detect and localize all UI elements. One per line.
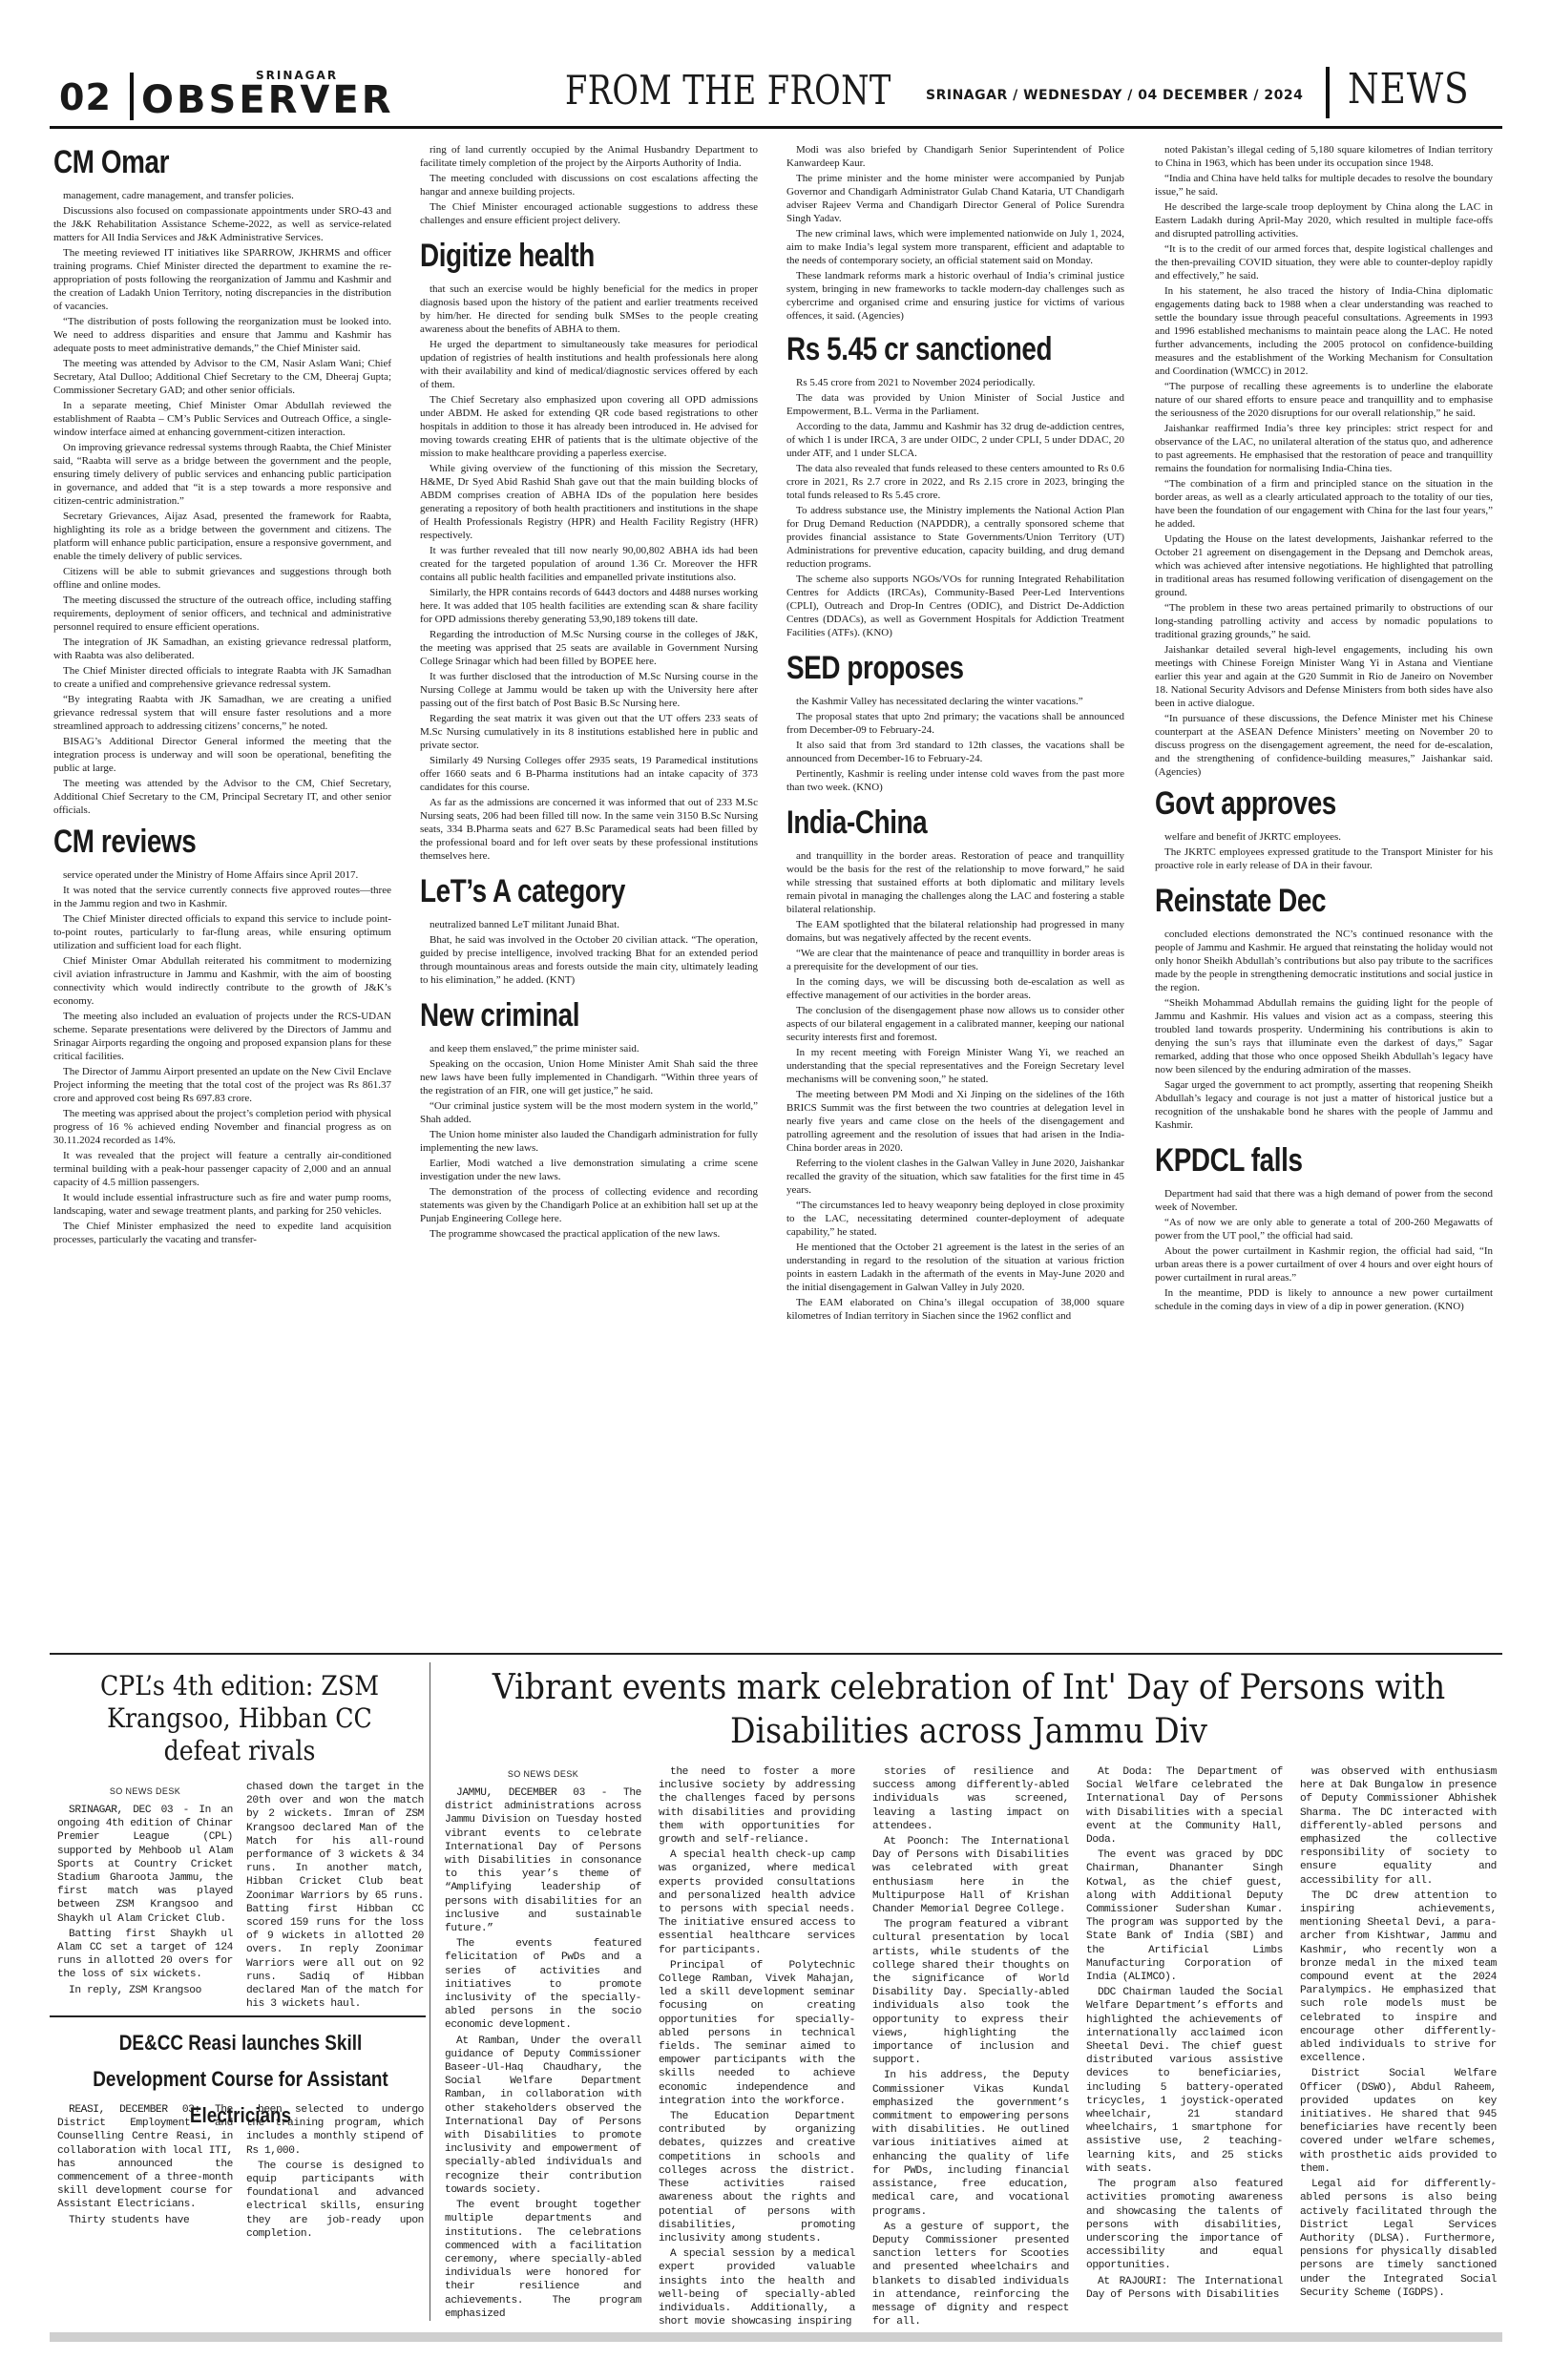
cpl-column-2 xyxy=(246,1781,424,2013)
headline-reinstate-dec[interactable]: Reinstate Dec xyxy=(1155,883,1327,919)
headline-cpl[interactable]: CPL’s 4th edition: ZSM Krangsoo, Hibban CC defeat rivals xyxy=(99,1670,380,1766)
paragraph: The proposal states that upto 2nd primary; the vacations shall be announced from December-09 to February-24. xyxy=(786,711,1124,736)
byline: SO NEWS DESK xyxy=(109,1786,181,1796)
paragraph: Similarly, the HPR contains records of 6443 doctors and 4488 nurses working here. It was added that 105 health facilities are extending scan & share facility for OPD admissions thereby generating 53,90,189 tokens till date. xyxy=(420,587,758,625)
paragraph: stories of resilience and success among differently-abled individuals was screened, leaving a lasting impact on attendees. xyxy=(872,1766,1069,1832)
paragraph: Department had said that there was a high demand of power from the second week of November. xyxy=(1155,1188,1493,1213)
paragraph: It would include essential infrastructure such as fire and water pump rooms, landscaping, water and sewage treatment plants, and parking for 250 vehicles. xyxy=(53,1192,391,1217)
footer-bar xyxy=(50,2332,1502,2342)
paragraph: “The problem in these two areas pertained primarily to obstructions of our long-standing patrolling activity and access by nomadic populations to traditional grazing grounds,” he said. xyxy=(1155,602,1493,640)
headline-sed-proposes[interactable]: SED proposes xyxy=(786,650,964,686)
paragraph: that such an exercise would be highly beneficial for the medics in proper diagnosis based upon the history of the patient and earlier treatments received by him/her. He directed for sending bulk SMSes to the people creating awareness about the benefits of ABHA to them. xyxy=(420,283,758,335)
story-cm-omar-cont xyxy=(420,143,758,227)
paragraph: The meeting between PM Modi and Xi Jinping on the sidelines of the 16th BRICS Summit was the first between the two countries at delegation level in nearly five years and came close on the heels of the disengagement and patrolling agreement and the resolution of issues that had arisen in the India-China border areas in 2020. xyxy=(786,1089,1124,1154)
story-rs-sanctioned xyxy=(786,376,1124,639)
paragraph: The Chief Secretary also emphasized upon covering all OPD admissions under ABDM. He asked for extending QR code based registrations to other hospitals in addition to those it has already been introduced in. He advised for moving towards creating EHR of patients that is the ultimate objective of the mission to make healthcare providing a paperless exercise. xyxy=(420,394,758,459)
paragraph: The demonstration of the process of collecting evidence and recording statements was given by the Chandigarh Police at an exhibition hall set up at the Punjab Engineering College here. xyxy=(420,1186,758,1224)
vibrant-column-1 xyxy=(445,1765,641,2323)
paragraph: It also said that from 3rd standard to 12th classes, the vacations shall be announced from December-16 to February-24. xyxy=(786,740,1124,764)
paragraph: He urged the department to simultaneously take measures for periodical updation of registries of health institutions and health professionals here along with their availability and kind of medical/diagnostic services offered by each of them. xyxy=(420,339,758,390)
paragraph: “The purpose of recalling these agreements is to underline the elaborate nature of our shared efforts to ensure peace and tranquillity and to emphasise the seriousness of the 2020 disruptions for our overall relationship,” he said. xyxy=(1155,381,1493,419)
paragraph: “In pursuance of these discussions, the Defence Minister met his Chinese counterpart at the ASEAN Defence Ministers’ meeting on November 20 to discuss progress on the disengagement agreement, the need for de-escalation, and the strengthening of confidence-building measures,” Jaishankar said. (Agencies) xyxy=(1155,713,1493,778)
paragraph: The data was provided by Union Minister of Social Justice and Empowerment, B.L. Verma in the Parliament. xyxy=(786,392,1124,417)
paragraph: The program featured a vibrant cultural presentation by local artists, while students of the college shared their thoughts on the significance of World Disability Day. Specially-abled individuals also took the opportunity to express their views, highlighting the importance of inclusion and support. xyxy=(872,1919,1069,2067)
column-3 xyxy=(786,143,1124,1325)
paragraph: was observed with enthusiasm here at Dak Bungalow in presence of Deputy Commissioner Abhishek Sharma. The DC interacted with differently-abled persons and emphasized the collective responsibility of society to ensure equality and accessibility for all. xyxy=(1300,1766,1497,1887)
paragraph: The meeting concluded with discussions on cost escalations affecting the hangar and annexe building projects. xyxy=(420,173,758,198)
headline-cm-omar[interactable]: CM Omar xyxy=(53,144,170,180)
paragraph: welfare and benefit of JKRTC employees. xyxy=(1164,831,1342,843)
paragraph: Batting first Shaykh ul Alam CC set a target of 124 runs in allotted 20 overs for the loss of six wickets. xyxy=(57,1928,233,1981)
paragraph: The meeting discussed the structure of the outreach office, including staffing requirements, deployment of senior officers, and technical and administrative personnel required to ensure efficient operations. xyxy=(53,595,391,633)
paragraph: the Kashmir Valley has necessitated declaring the winter vacations.” xyxy=(796,696,1083,707)
paragraph: The prime minister and the home minister were accompanied by Punjab Governor and Chandigarh Administrator Gulab Chand Kataria, UT Chandigarh adviser Rajeev Verma and Chandigarh Director General of Police Surendra Singh Yadav. xyxy=(786,173,1124,224)
paragraph: The DC drew attention to inspiring achievements, mentioning Sheetal Devi, a para-archer from Kishtwar, Jammu and Kashmir, who recently won a bronze medal in the mixed team compound event at the 2024 Paralympics. He emphasized that such role models must be celebrated to inspire and encourage other differently-abled individuals to strive for excellence. xyxy=(1300,1889,1497,2065)
paragraph: While giving overview of the functioning of this mission the Secretary, H&ME, Dr Syed Abid Rashid Shah gave out that the main building blocks of ABDM comprises creation of ABHA IDs of the population here besides generating a repository of both health practitioners and institutions in the shape of Health Professionals Registry (HPR) and Health Facility Registry (HFR) respectively. xyxy=(420,463,758,541)
vibrant-column-2 xyxy=(659,1765,855,2330)
headline-cm-reviews[interactable]: CM reviews xyxy=(53,824,197,860)
paragraph: The Chief Minister directed officials to integrate Raabta with JK Samadhan to create a unified and comprehensive grievance redressal system. xyxy=(53,665,391,690)
paragraph: A special session by a medical expert provided valuable insights into the health and well-being of specially-abled individuals. Additionally, a short movie showcasing inspiring xyxy=(659,2248,855,2328)
paragraph: “It is to the credit of our armed forces that, despite logistical challenges and the then-prevailing COVID situation, they were able to counter-deploy rapidly and effectively,” he said. xyxy=(1155,243,1493,282)
story-cpl xyxy=(57,1804,233,1997)
paragraph: The meeting was attended by Advisor to the CM, Nasir Aslam Wani; Chief Secretary, Atal Dulloo; Additional Chief Secretary to the CM, Dheeraj Gupta; Commissioner Secretary GAD; and other senior officials. xyxy=(53,358,391,396)
paragraph: At Doda: The Department of Social Welfare celebrated the International Day of Persons with Disabilities with a special event at the Community Hall, Doda. xyxy=(1086,1766,1283,1847)
paragraph: In the meantime, PDD is likely to announce a new power curtailment schedule in the coming days in view of a dip in power generation. (KNO) xyxy=(1155,1287,1493,1312)
headline-govt-approves[interactable]: Govt approves xyxy=(1155,785,1336,822)
vibrant-column-5 xyxy=(1300,1765,1497,2302)
paragraph: Regarding the introduction of M.Sc Nursing course in the colleges of J&K, the meeting was apprised that 25 seats are available in Government Nursing College Srinagar which had been filled by BOPEE here. xyxy=(420,629,758,667)
cpl-column-1 xyxy=(57,1783,233,1999)
column-1 xyxy=(53,143,391,1248)
paragraph: chased down the target in the 20th over and won the match by 2 wickets. Imran of ZSM Krangsoo declared Man of the Match for his all-round performance of 3 wickets & 34 runs. In another match, Hibban Cricket Club beat Zoonimar Warriors by 65 runs. Batting first Hibban CC scored 159 runs for the loss of 9 wickets in allotted 20 overs. In reply Zoonimar Warriors were all out on 92 runs. Sadiq of Hibban declared Man of the match for his 3 wickets haul. xyxy=(246,1782,424,2011)
paragraph: the need to foster a more inclusive society by addressing the challenges faced by persons with disabilities and providing them with opportunities for growth and self-reliance. xyxy=(659,1766,855,1847)
logo-city: SRINAGAR xyxy=(256,69,339,82)
paragraph: To address substance use, the Ministry implements the National Action Plan for Drug Demand Reduction (NAPDDR), a centrally sponsored scheme that provides financial assistance to State Governments/Union Territory (UT) Administrations for preventive education, capacity building, and drug demand reduction programs. xyxy=(786,505,1124,570)
headline-india-china[interactable]: India-China xyxy=(786,804,928,841)
paragraph: management, cadre management, and transfer policies. xyxy=(63,190,294,201)
paragraph: “The distribution of posts following the reorganization must be looked into. We need to address disparities and ensure that Jammu and Kashmir has adequate posts to meet administrative demands,” the Chief Minister said. xyxy=(53,316,391,354)
paragraph: and tranquillity in the border areas. Restoration of peace and tranquillity would be the basis for the rest of the relationship to move forward,” he said while stressing that sustained efforts at both diplomatic and military levels remain pivotal in managing the challenges along the LAC and fostering a stable bilateral relationship. xyxy=(786,850,1124,915)
paragraph: Sagar urged the government to act promptly, asserting that reopening Sheikh Abdullah’s legacy and courage is not just a matter of historical justice but a recognition of the unshakable bond he shares with the people of Jammu and Kashmir. xyxy=(1155,1079,1493,1131)
headline-digitize-health[interactable]: Digitize health xyxy=(420,238,595,274)
masthead-rule xyxy=(50,126,1502,129)
paragraph: The meeting was attended by the Advisor to the CM, Chief Secretary, Additional Chief Secretary to the CM, Principal Secretary IT, and other senior officials. xyxy=(53,778,391,816)
paragraph: The event brought together multiple departments and institutions. The celebrations commenced with a facilitation ceremony, where specially-abled individuals were honored for their resilience and achievements. The program emphasized xyxy=(445,2200,641,2320)
paragraph: “The combination of a firm and principled stance on the situation in the border areas, as well as a clearly articulated approach to the totality of our ties, have been the foundation of our engagement with China for the last four years,” he added. xyxy=(1155,478,1493,530)
paragraph: Discussions also focused on compassionate appointments under SRO-43 and the J&K Rehabilitation Assistance Scheme-2022, as well as service-related matters for All India Services and J&K Administrative Services. xyxy=(53,205,391,243)
paragraph: Secretary Grievances, Aijaz Asad, presented the framework for Raabta, highlighting its role as a bridge between the government and citizens. The platform will enhance public participation, ensure a responsive government, and enable the timely delivery of public services. xyxy=(53,511,391,562)
paragraph: service operated under the Ministry of Home Affairs since April 2017. xyxy=(63,869,359,881)
story-new-criminal-cont xyxy=(786,143,1124,323)
paragraph: In a separate meeting, Chief Minister Omar Abdullah reviewed the establishment of Raabta – CM’s Public Services and Outreach Office, a single-window interface aimed at enhancing government-citizen interaction. xyxy=(53,400,391,438)
paragraph: A special health check-up camp was organized, where medical experts provided consultations and personalized health advice to persons with special needs. The initiative ensured access to essential healthcare services for participants. xyxy=(659,1849,855,1956)
headline-lets-a-category[interactable]: LeT’s A category xyxy=(420,873,626,909)
paragraph: In reply, ZSM Krangsoo xyxy=(69,1984,201,1996)
paragraph: Jaishankar detailed several high-level engagements, including his own meetings with Chinese Foreign Minister Wang Yi in Astana and Vientiane earlier this year and again at the G20 Summit in Rio de Janeiro on November 18. National Security Advisors and Defense Ministers from both sides have also been in active dialogue. xyxy=(1155,644,1493,709)
masthead xyxy=(50,59,1502,128)
paragraph: District Social Welfare Officer (DSWO), Abdul Raheem, provided updates on key initiatives. He shared that 945 beneficiaries have recently been covered under welfare schemes, with prosthetic aids provided to them. xyxy=(1300,2068,1497,2175)
paragraph: DDC Chairman lauded the Social Welfare Department’s efforts and highlighted the achievements of internationally acclaimed icon Sheetal Devi. The chief guest distributed various assistive devices to beneficiaries, including 5 battery-operated tricycles, 1 joystick-operated wheelchair, 21 standard wheelchairs, 1 smartphone for assistive use, 2 teaching-learning kits, and 25 sticks with seats. xyxy=(1086,1987,1283,2175)
paragraph: The JKRTC employees expressed gratitude to the Transport Minister for his proactive role in early release of DA in their favour. xyxy=(1155,846,1493,871)
story-kpdcl-falls xyxy=(1155,1187,1493,1313)
paragraph: The EAM elaborated on China’s illegal occupation of 38,000 square kilometres of Indian territory in Siachen since the 1962 conflict and xyxy=(786,1297,1124,1322)
story-decc xyxy=(57,2103,233,2227)
paragraph: On improving grievance redressal systems through Raabta, the Chief Minister said, “Raabta will serve as a bridge between the government and the people, ensuring timely delivery of public services and enhancing public participation in governance, and added that “it is a step towards a more responsive and citizen-centric administration.” xyxy=(53,442,391,507)
paragraph: In my recent meeting with Foreign Minister Wang Yi, we reached an understanding that the special representatives and the Foreign Secretary level mechanisms will be convening soon,” he stated. xyxy=(786,1047,1124,1085)
paragraph: Legal aid for differently-abled persons is also being actively facilitated through the District Legal Services Authority (DLSA). Furthermore, pensions for physically disabled persons are timely sanctioned under the Integrated Social Security Scheme (IGDPS). xyxy=(1300,2179,1497,2299)
paragraph: He described the large-scale troop deployment by China along the LAC in Eastern Ladakh during April-May 2020, which resulted in multiple face-offs and disrupted patrolling activities. xyxy=(1155,201,1493,240)
paragraph: The meeting also included an evaluation of projects under the RCS-UDAN scheme. Separate presentations were delivered by the Directors of Jammu and Srinagar Airports regarding the ongoing and proposed expansion plans for these critical facilities. xyxy=(53,1011,391,1062)
paragraph: It was further revealed that till now nearly 90,00,802 ABHA ids had been created for the targeted population of around 1.36 Cr. Moreover the HFR contains all public health facilities and empanelled private institutions also. xyxy=(420,545,758,583)
paragraph: “As of now we are only able to generate a total of 200-260 Megawatts of power from the UT pool,” the official had said. xyxy=(1155,1217,1493,1242)
paragraph: The Chief Minister emphasized the need to expedite land acquisition processes, particularly the vacating and transfer- xyxy=(53,1221,391,1245)
paragraph: Chief Minister Omar Abdullah reiterated his commitment to modernizing civil aviation infrastructure in Jammu and Kashmir, with the aim of boosting connectivity which would indirectly contribute to the growth of J&K’s economy. xyxy=(53,955,391,1007)
paragraph: He mentioned that the October 21 agreement is the latest in the series of an understanding in regard to the resolution of the situation at various friction points in eastern Ladakh in the aftermath of the events in May-June 2020 and the initial disengagement in Galwan Valley in July 2020. xyxy=(786,1242,1124,1293)
story-india-china-cont xyxy=(1155,143,1493,779)
paragraph: Similarly 49 Nursing Colleges offer 2935 seats, 19 Paramedical institutions offer 1660 seats and 6 B-Pharma institutions had an intake capacity of 373 candidates for this course. xyxy=(420,755,758,793)
paragraph: At Ramban, Under the overall guidance of Deputy Commissioner Baseer-Ul-Haq Chaudhary, the Social Welfare Department Ramban, in collaboration with other stakeholders observed the International Day of Persons with Disabilities to promote inclusivity and empowerment of specially-abled individuals and recognize their contribution towards society. xyxy=(445,2035,641,2196)
story-govt-approves xyxy=(1155,830,1493,872)
paragraph: The course is designed to equip participants with foundational and advanced electrical skills, ensuring they are job-ready upon completion. xyxy=(246,2160,424,2240)
decc-column-1 xyxy=(57,2103,233,2229)
paragraph: At RAJOURI: The International Day of Persons with Disabilities xyxy=(1086,2275,1283,2301)
paragraph: As a gesture of support, the Deputy Commissioner presented sanction letters for Scooties and presented wheelchairs and blankets to disabled individuals in attendance, reinforcing the message of dignity and respect for all. xyxy=(872,2221,1069,2328)
paragraph: Thirty students have xyxy=(69,2214,190,2226)
paragraph: Earlier, Modi watched a live demonstration simulating a crime scene investigation under the new laws. xyxy=(420,1158,758,1182)
paragraph: neutralized banned LeT militant Junaid Bhat. xyxy=(430,919,619,930)
paragraph: Modi was also briefed by Chandigarh Senior Superintendent of Police Kanwardeep Kaur. xyxy=(786,144,1124,169)
column-2 xyxy=(420,143,758,1242)
story-decc-cont xyxy=(246,2103,424,2241)
page-number: 02 xyxy=(59,76,112,118)
section-divider xyxy=(50,2015,426,2017)
paragraph: SRINAGAR, DEC 03 - In an ongoing 4th edition of Chinar Premier League (CPL) supported by Mehboob ul Alam Sports at Country Cricket Stadium Gharoota Jammu, the first match was played between ZSM Krangsoo and Shaykh ul Alam Cricket Club. xyxy=(57,1805,233,1925)
vibrant-column-3 xyxy=(872,1765,1069,2330)
paragraph: The Chief Minister directed officials to expand this service to include point-to-point routes, particularly to far-flung areas, while ensuring optimum utilization and sufficient load for each flight. xyxy=(53,913,391,951)
paragraph: “The circumstances led to heavy weaponry being deployed in close proximity to the LAC, necessitating determined counter-deployment of adequate capability,” he stated. xyxy=(786,1200,1124,1238)
paragraph: and keep them enslaved,” the prime minister said. xyxy=(430,1043,639,1054)
section-label: NEWS xyxy=(1348,65,1470,114)
headline-decc-reasi[interactable]: DE&CC Reasi launches Skill Development Course for Assistant Electricians xyxy=(93,2031,388,2127)
paragraph: It was revealed that the project will feature a centrally air-conditioned terminal building with a peak-hour passenger capacity of 2,000 and an annual capacity of 4.5 million passengers. xyxy=(53,1150,391,1188)
headline-rs-sanctioned[interactable]: Rs 5.45 cr sanctioned xyxy=(786,331,1053,367)
paragraph: In the coming days, we will be discussing both de-escalation as well as effective management of our activities in the border areas. xyxy=(786,976,1124,1001)
paragraph: These landmark reforms mark a historic overhaul of India’s criminal justice system, bringing in new frameworks to tackle modern-day challenges such as cybercrime and organised crime and ensuring justice for victims of various offences, it said. (Agencies) xyxy=(786,270,1124,322)
paragraph: Rs 5.45 crore from 2021 to November 2024 periodically. xyxy=(796,377,1036,388)
paragraph: REASI, DECEMBER 03: The District Employment and Counselling Centre Reasi, in collaboration with local ITI, has announced the commencement of a three-month skill development course for Assistant Electricians. xyxy=(57,2104,233,2211)
paragraph: As far as the admissions are concerned it was informed that out of 233 M.Sc Nursing seats, 206 had been filled till now. In the same vein 3150 B.Sc Nursing seats, 334 B.Pharma seats and 627 B.Sc Paramedical seats had been filled by the professional board and for left over seats by these professional institutions themselves here. xyxy=(420,797,758,862)
section-title: FROM THE FRONT xyxy=(565,67,891,114)
paragraph: Speaking on the occasion, Union Home Minister Amit Shah said the three new laws have been fully implemented in Chandigarh. “Within three years of the registration of an FIR, one will get justice,” he said. xyxy=(420,1058,758,1096)
paragraph: “Sheikh Mohammad Abdullah remains the guiding light for the people of Jammu and Kashmir. His values and vision act as a compass, steering this troubled land towards prosperity. Undermining his contributions is akin to denying the sun’s rays that illuminate even the darkest of days,” Sagar remarked, adding that those who once opposed Sheikh Abdullah’s legacy have now been silenced by the enduring admiration of the masses. xyxy=(1155,997,1493,1075)
dateline: SRINAGAR / WEDNESDAY / 04 DECEMBER / 2024 xyxy=(926,88,1304,103)
paragraph: The meeting was apprised about the project’s completion period with physical progress of 16 % achieved ending November and financial progress as on 30.11.2024 recorded as 14%. xyxy=(53,1108,391,1146)
paragraph: The integration of JK Samadhan, an existing grievance redressal platform, with Raabta was also deliberated. xyxy=(53,637,391,661)
story-cpl-cont xyxy=(246,1781,424,2011)
paragraph: Citizens will be able to submit grievances and suggestions through both offline and online modes. xyxy=(53,566,391,591)
paragraph: The new criminal laws, which were implemented nationwide on July 1, 2024, aim to make India’s legal system more transparent, efficient and adaptable to the needs of contemporary society, an official statement said on Monday. xyxy=(786,228,1124,266)
story-cm-omar xyxy=(53,189,391,817)
paragraph: “Our criminal justice system will be the most modern system in the world,” Shah added. xyxy=(420,1100,758,1125)
story-reinstate-dec xyxy=(1155,928,1493,1132)
decc-column-2 xyxy=(246,2103,424,2243)
paragraph: Bhat, he said was involved in the October 20 civilian attack. “The operation, guided by precise intelligence, involved tracking Bhat for an extended period through mountainous areas and forests outside the main city, ultimately leading to his elimination,” he added. (KNT) xyxy=(420,934,758,986)
headline-kpdcl-falls[interactable]: KPDCL falls xyxy=(1155,1142,1303,1179)
story-vibrant xyxy=(445,1786,641,2321)
paragraph: The EAM spotlighted that the bilateral relationship had progressed in many domains, but was negatively affected by the recent events. xyxy=(786,919,1124,944)
story-vibrant-cont-5 xyxy=(1300,1765,1497,2300)
column-4 xyxy=(1155,143,1493,1315)
paragraph: “We are clear that the maintenance of peace and tranquillity in border areas is a prerequisite for the development of our ties. xyxy=(786,948,1124,972)
section-divider xyxy=(50,1653,1502,1655)
paragraph: The Education Department contributed by organizing debates, quizzes and creative competitions in schools and colleges across the district. These activities raised awareness about the rights and potential of persons with disabilities, promoting inclusivity among students. xyxy=(659,2111,855,2244)
story-vibrant-cont-2 xyxy=(659,1765,855,2328)
paragraph: It was noted that the service currently connects five approved routes—three in the Jammu region and two in Kashmir. xyxy=(53,885,391,909)
paragraph: According to the data, Jammu and Kashmir has 32 drug de-addiction centres, of which 1 is under IRCA, 3 are under OIDC, 2 under CPLI, 5 under DDAC, 20 under ATF, and 1 under SLCA. xyxy=(786,421,1124,459)
paragraph: Jaishankar reaffirmed India’s three key principles: strict respect for and observance of the LAC, no unilateral alteration of the status quo, and adherence to past agreements. He emphasised that the restoration of peace and tranquillity remains the foundation for normalising India-China ties. xyxy=(1155,423,1493,474)
paragraph: In his statement, he also traced the history of India-China diplomatic engagements dating back to 1988 when a clear understanding was reached to settle the boundary issue through peaceful consultations. Agreements in 1993 and 1996 established mechanisms to maintain peace along the LAC. He noted further advancements, including the 2005 protocol on confidence-building measures and the establishment of the Working Mechanism for Consultation and Coordination (WMCC) in 2012. xyxy=(1155,285,1493,377)
paragraph: The program also featured activities promoting awareness and showcasing the talents of persons with disabilities, underscoring the importance of accessibility and equal opportunities. xyxy=(1086,2179,1283,2272)
story-sed-proposes xyxy=(786,695,1124,794)
paragraph: The Chief Minister encouraged actionable suggestions to address these challenges and ensure efficient project delivery. xyxy=(420,201,758,226)
paragraph: Pertinently, Kashmir is reeling under intense cold waves from the past more than two week. (KNO) xyxy=(786,768,1124,793)
story-new-criminal xyxy=(420,1042,758,1241)
paragraph: Regarding the seat matrix it was given out that the UT offers 233 seats of M.Sc Nursing cumulatively in its 8 institutions established here in public and private sector. xyxy=(420,713,758,751)
vibrant-column-4 xyxy=(1086,1765,1283,2304)
paragraph: Referring to the violent clashes in the Galwan Valley in June 2020, Jaishankar recalled the gravity of the situation, which saw fatalities for the first time in 45 years. xyxy=(786,1158,1124,1196)
story-vibrant-cont-3 xyxy=(872,1765,1069,2328)
paragraph: noted Pakistan’s illegal ceding of 5,180 square kilometres of Indian territory to China in 1963, which has been under its occupation since 1948. xyxy=(1155,144,1493,169)
paragraph: BISAG’s Additional Director General informed the meeting that the integration process is underway and will soon be operational, benefiting the public at large. xyxy=(53,736,391,774)
headline-vibrant-events[interactable]: Vibrant events mark celebration of Int' Day of Persons with Disabilities across Jammu Div xyxy=(492,1668,1446,1751)
byline: SO NEWS DESK xyxy=(507,1769,579,1779)
paragraph: been selected to undergo the training program, which includes a monthly stipend of Rs 1,000. xyxy=(246,2104,424,2157)
paragraph: At Poonch: The International Day of Persons with Disabilities was celebrated with great enthusiasm here in the Multipurpose Hall of Krishan Chander Memorial Degree College. xyxy=(872,1836,1069,1916)
paragraph: ring of land currently occupied by the Animal Husbandry Department to facilitate timely completion of the project by the Airports Authority of India. xyxy=(420,144,758,169)
story-cm-reviews xyxy=(53,868,391,1246)
paragraph: The programme showcased the practical application of the new laws. xyxy=(430,1228,721,1240)
paragraph: In his address, the Deputy Commissioner Vikas Kundal emphasized the government’s commitment to empowering persons with disabilities. He outlined various initiatives aimed at enhancing the quality of life for PWDs, including financial assistance, free education, medical care, and vocational programs. xyxy=(872,2070,1069,2218)
masthead-divider xyxy=(1326,67,1330,118)
paragraph: The data also revealed that funds released to these centers amounted to Rs 0.6 crore in 2021, Rs 2.7 crore in 2022, and Rs 2.15 crore in 2023, bringing the total funds released to Rs 5.45 crore. xyxy=(786,463,1124,501)
paragraph: The conclusion of the disengagement phase now allows us to consider other aspects of our bilateral engagement in a calibrated manner, keeping our national security interests first and foremost. xyxy=(786,1005,1124,1043)
masthead-divider xyxy=(130,73,134,120)
headline-new-criminal[interactable]: New criminal xyxy=(420,997,580,1033)
paragraph: JAMMU, DECEMBER 03 - The district administrations across Jammu Division on Tuesday hosted vibrant events to celebrate International Day of Persons with Disabilities in consonance to this year’s theme of “Amplifying leadership of persons with disabilities for an inclusive and sustainable future.” xyxy=(445,1787,641,1935)
logo-title: OBSERVER xyxy=(141,78,394,122)
paragraph: The meeting reviewed IT initiatives like SPARROW, JKHRMS and officer training programs. Chief Minister directed the department to examine the re-appropriation of posts following the reorganization of Jammu and Kashmir and the creation of Ladakh Union Territory, noting discrepancies in the distribution of vacancies. xyxy=(53,247,391,312)
paragraph: The Director of Jammu Airport presented an update on the New Civil Enclave Project informing the meeting that the total cost of the project was Rs 861.37 crore and approved cost being Rs 697.83 crore. xyxy=(53,1066,391,1104)
paragraph: About the power curtailment in Kashmir region, the official had said, “In urban areas there is a power curtailment of over 4 hours and over eight hours of power curtailment in rural areas.” xyxy=(1155,1245,1493,1284)
newspaper-logo[interactable] xyxy=(141,69,466,122)
story-digitize-health xyxy=(420,282,758,863)
paragraph: It was further disclosed that the introduction of M.Sc Nursing course in the Nursing College at Jammu would be taken up with the University here after passing out of the first batch of Post Basic B.Sc Nursing here. xyxy=(420,671,758,709)
paragraph: The Union home minister also lauded the Chandigarh administration for fully implementing the new laws. xyxy=(420,1129,758,1154)
story-vibrant-cont-4 xyxy=(1086,1765,1283,2302)
paragraph: The scheme also supports NGOs/VOs for running Integrated Rehabilitation Centres for Addicts (IRCAs), Community-Based Peer-Led Interventions (CPLI), Outreach and Drop-In Centres (ODIC), and District De-Addiction Centres (DDACs), as well as Government Hospitals for Addiction Treatment Facilities (ATFs). (KNO) xyxy=(786,574,1124,638)
paragraph: concluded elections demonstrated the NC’s continued resonance with the people of Jammu and Kashmir. He argued that reinstating the holiday would not only honor Sheikh Abdullah’s contributions but also pay tribute to the sacrifices made by the people in strengthening democratic institutions and social justice in the region. xyxy=(1155,929,1493,993)
paragraph: The event was graced by DDC Chairman, Dhananter Singh Kotwal, as the chief guest, along with Additional Deputy Commissioner Sudershan Kumar. The program was supported by the State Bank of India (SBI) and the Artificial Limbs Manufacturing Corporation of India (ALIMCO). xyxy=(1086,1849,1283,1984)
paragraph: “India and China have held talks for multiple decades to resolve the boundary issue,” he said. xyxy=(1155,173,1493,198)
paragraph: The events featured felicitation of PwDs and a series of activities and initiatives to promote inclusivity of the specially-abled persons in the socio economic development. xyxy=(445,1938,641,2032)
story-lets-a-category xyxy=(420,918,758,987)
paragraph: Principal of Polytechnic College Ramban, Vivek Mahajan, led a skill development seminar focusing on creating opportunities for specially-abled persons in technical fields. The seminar aimed to empower participants with the skills needed to achieve economic independence and integration into the workforce. xyxy=(659,1959,855,2107)
paragraph: Updating the House on the latest developments, Jaishankar referred to the October 21 agreement on disengagement in the Depsang and Demchok areas, which was achieved after intensive negotiations. He highlighted that patrolling in traditional areas has resumed following verification of disengagement on the ground. xyxy=(1155,533,1493,598)
story-india-china xyxy=(786,849,1124,1323)
paragraph: “By integrating Raabta with JK Samadhan, we are creating a unified grievance redressal system that will ensure faster resolutions and a more streamlined approach to addressing citizens’ concerns,” he noted. xyxy=(53,694,391,732)
